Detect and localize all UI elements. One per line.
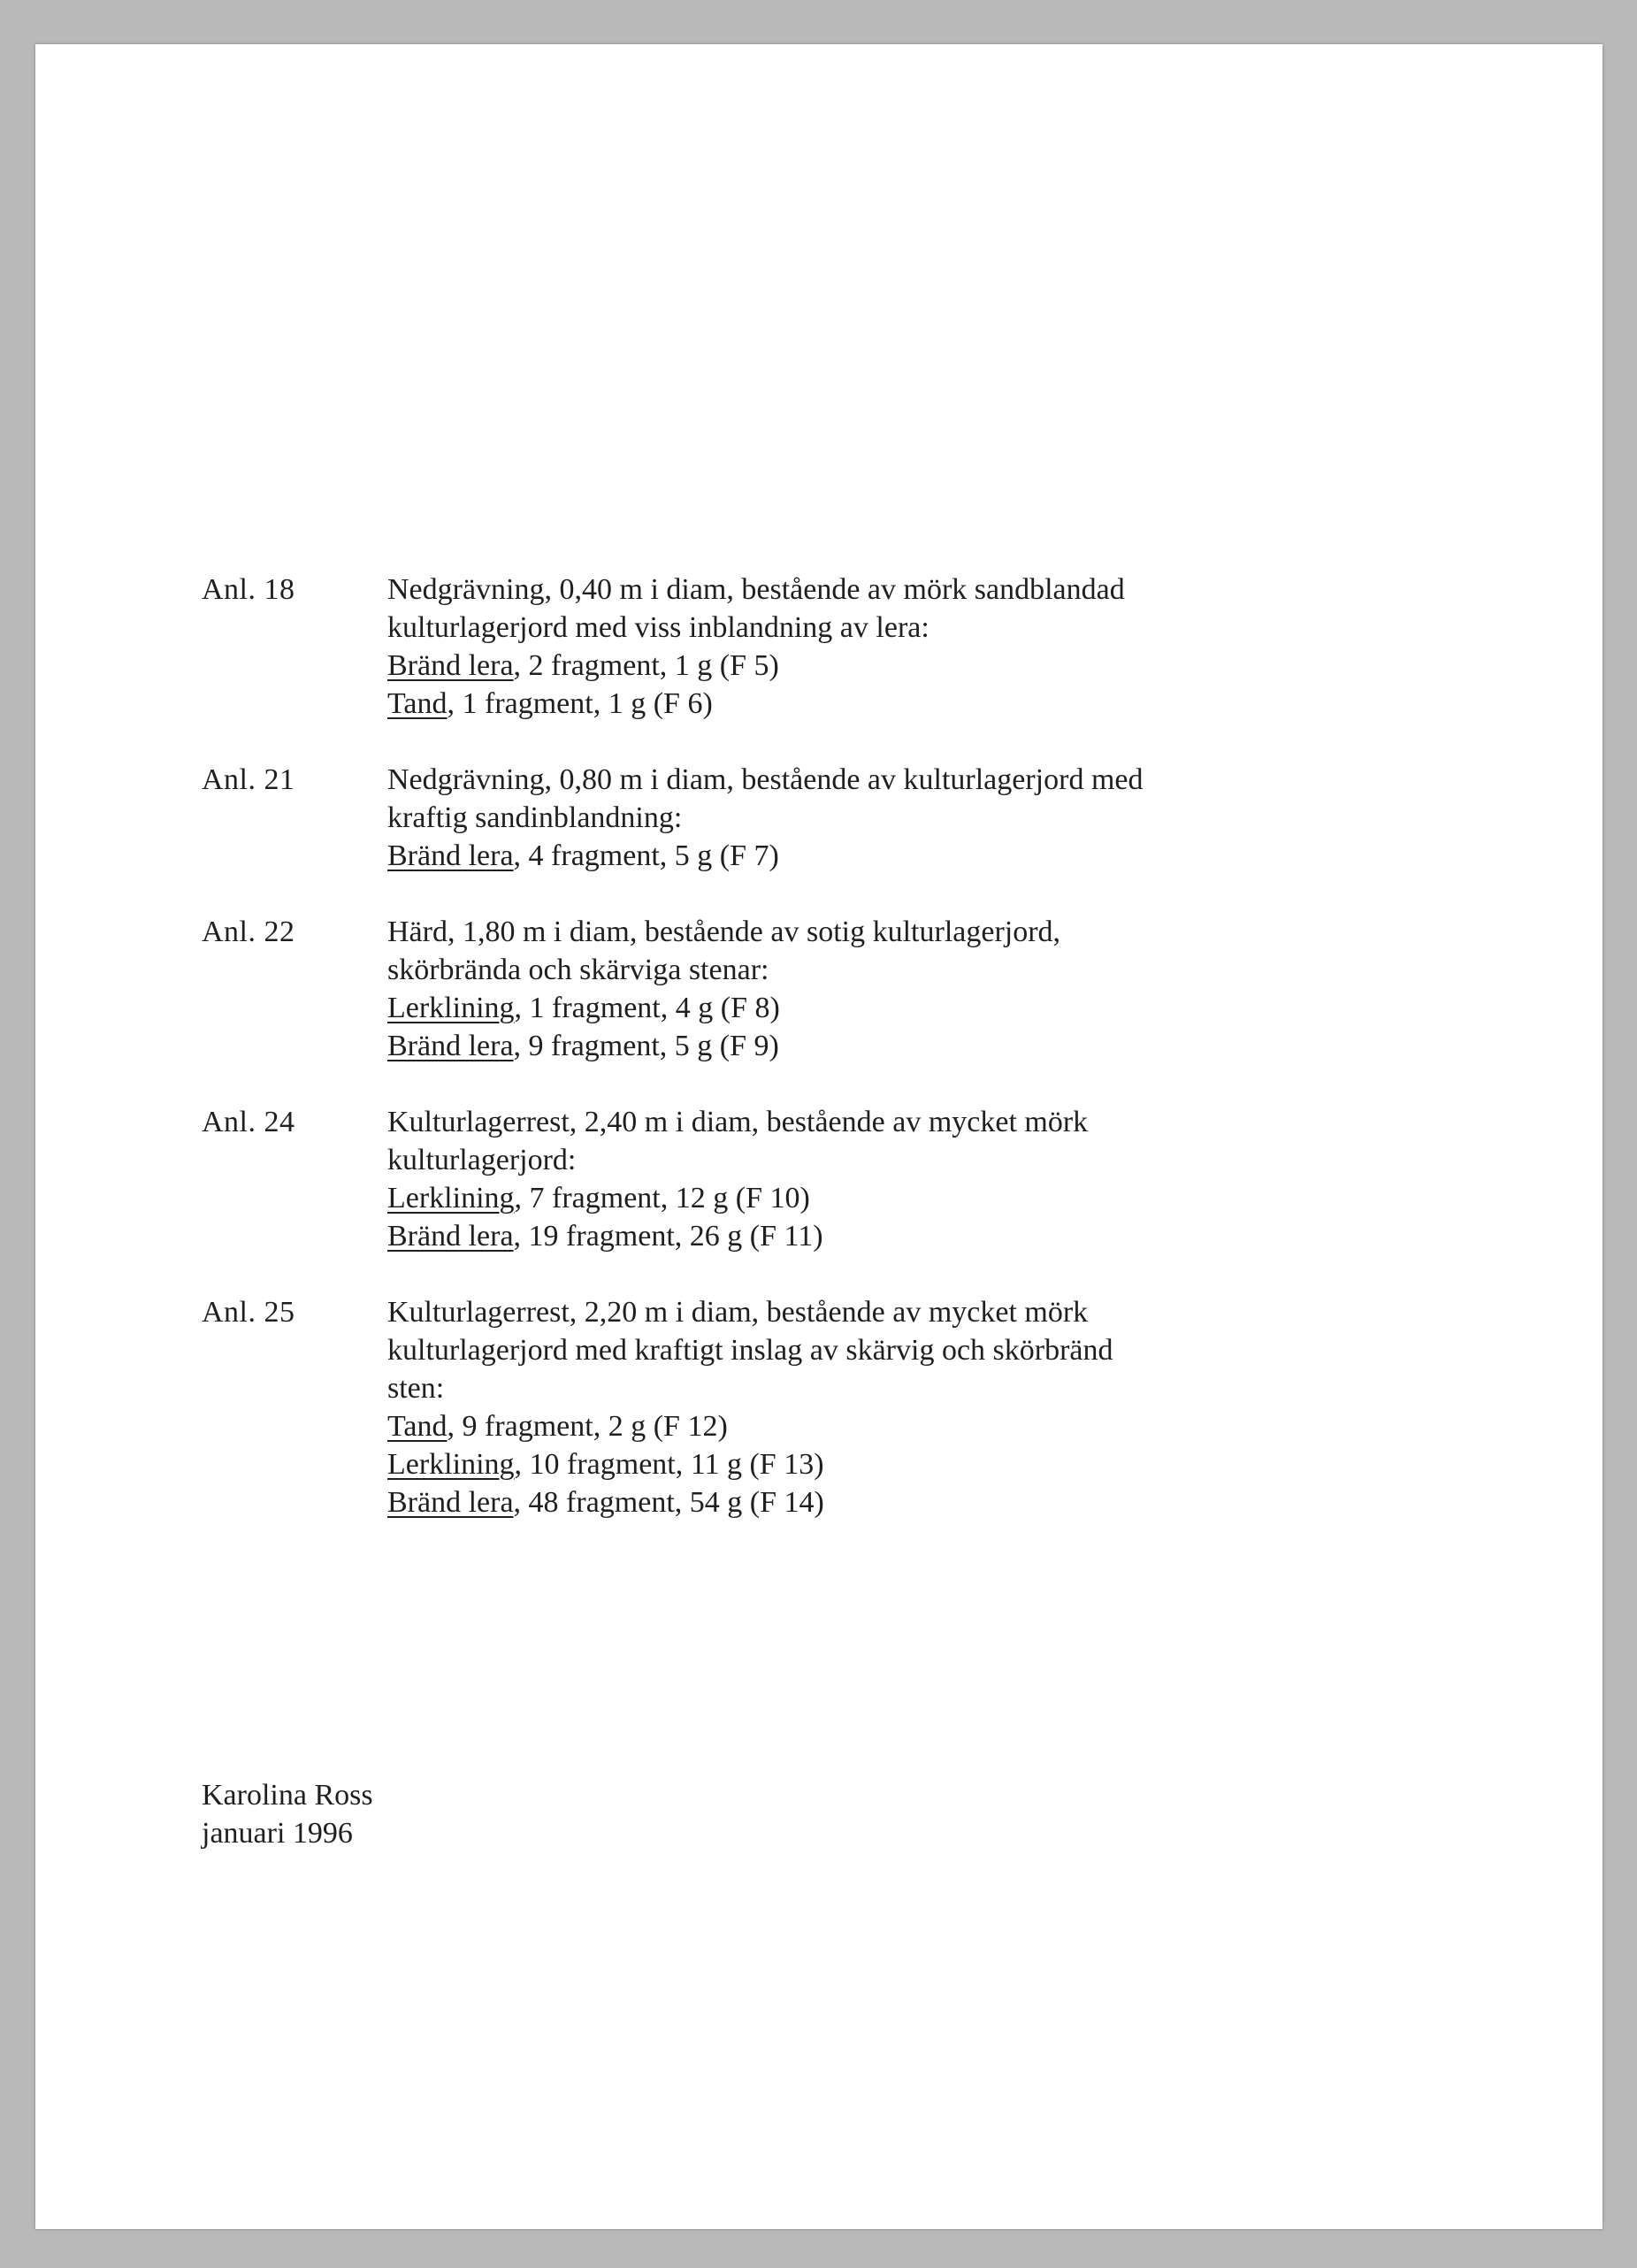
find-details: , 19 fragment, 26 g (F 11) xyxy=(513,1220,823,1253)
find-type: Bränd lera xyxy=(387,1486,514,1519)
entry-label: Anl. 18 xyxy=(202,573,295,606)
description-line: skörbrända och skärviga stenar: xyxy=(387,954,769,986)
find-line xyxy=(387,1445,1254,1483)
entry-description xyxy=(387,913,1254,1065)
find-line xyxy=(387,685,1254,723)
find-type: Bränd lera xyxy=(387,839,514,872)
entry-list xyxy=(35,571,1603,1559)
find-type: Bränd lera xyxy=(387,649,514,682)
find-type: Lerklining xyxy=(387,992,515,1024)
description-line: kulturlagerjord med kraftigt inslag av skärvig och skörbränd xyxy=(387,1334,1113,1367)
description-line: kulturlagerjord: xyxy=(387,1144,577,1176)
description-line: sten: xyxy=(387,1372,445,1405)
description-line: Härd, 1,80 m i diam, bestående av sotig kulturlagerjord, xyxy=(387,916,1061,948)
find-details: , 4 fragment, 5 g (F 7) xyxy=(513,839,779,872)
entry-anl-24 xyxy=(35,1103,1603,1255)
find-details: , 10 fragment, 11 g (F 13) xyxy=(514,1448,824,1481)
author-name: Karolina Ross xyxy=(202,1779,373,1812)
find-type: Lerklining xyxy=(387,1182,515,1214)
document-page xyxy=(35,44,1603,2229)
find-details: , 9 fragment, 5 g (F 9) xyxy=(513,1030,779,1062)
find-details: , 2 fragment, 1 g (F 5) xyxy=(513,649,779,682)
entry-label: Anl. 25 xyxy=(202,1296,295,1329)
description-line: Nedgrävning, 0,80 m i diam, bestående av kulturlagerjord med xyxy=(387,763,1144,796)
entry-description xyxy=(387,571,1254,723)
description-line: kulturlagerjord med viss inblandning av lera: xyxy=(387,611,929,644)
description-line: kraftig sandinblandning: xyxy=(387,801,683,834)
entry-description xyxy=(387,1293,1254,1521)
find-details: , 9 fragment, 2 g (F 12) xyxy=(447,1410,728,1443)
description-line: Kulturlagerrest, 2,20 m i diam, bestående av mycket mörk xyxy=(387,1296,1089,1329)
description-line: Kulturlagerrest, 2,40 m i diam, bestående av mycket mörk xyxy=(387,1106,1089,1138)
entry-anl-18 xyxy=(35,571,1603,723)
find-details: , 1 fragment, 4 g (F 8) xyxy=(514,992,780,1024)
find-type: Bränd lera xyxy=(387,1030,514,1062)
find-line xyxy=(387,837,1254,875)
find-details: , 7 fragment, 12 g (F 10) xyxy=(514,1182,810,1214)
entry-label: Anl. 22 xyxy=(202,916,295,948)
find-type: Tand xyxy=(387,687,447,720)
find-line xyxy=(387,1179,1254,1217)
document-date: januari 1996 xyxy=(202,1817,353,1850)
find-line xyxy=(387,1217,1254,1255)
find-type: Bränd lera xyxy=(387,1220,514,1253)
signature-block xyxy=(202,1776,373,1852)
find-type: Tand xyxy=(387,1410,447,1443)
find-details: , 1 fragment, 1 g (F 6) xyxy=(447,687,713,720)
find-line xyxy=(387,1027,1254,1065)
entry-description xyxy=(387,761,1254,875)
description-line: Nedgrävning, 0,40 m i diam, bestående av mörk sandblandad xyxy=(387,573,1125,606)
entry-description xyxy=(387,1103,1254,1255)
entry-anl-22 xyxy=(35,913,1603,1065)
find-details: , 48 fragment, 54 g (F 14) xyxy=(513,1486,824,1519)
entry-label: Anl. 21 xyxy=(202,763,295,796)
find-line xyxy=(387,989,1254,1027)
entry-anl-25 xyxy=(35,1293,1603,1521)
find-line xyxy=(387,1407,1254,1445)
find-line xyxy=(387,1483,1254,1521)
find-line xyxy=(387,647,1254,685)
entry-label: Anl. 24 xyxy=(202,1106,295,1138)
find-type: Lerklining xyxy=(387,1448,515,1481)
entry-anl-21 xyxy=(35,761,1603,875)
